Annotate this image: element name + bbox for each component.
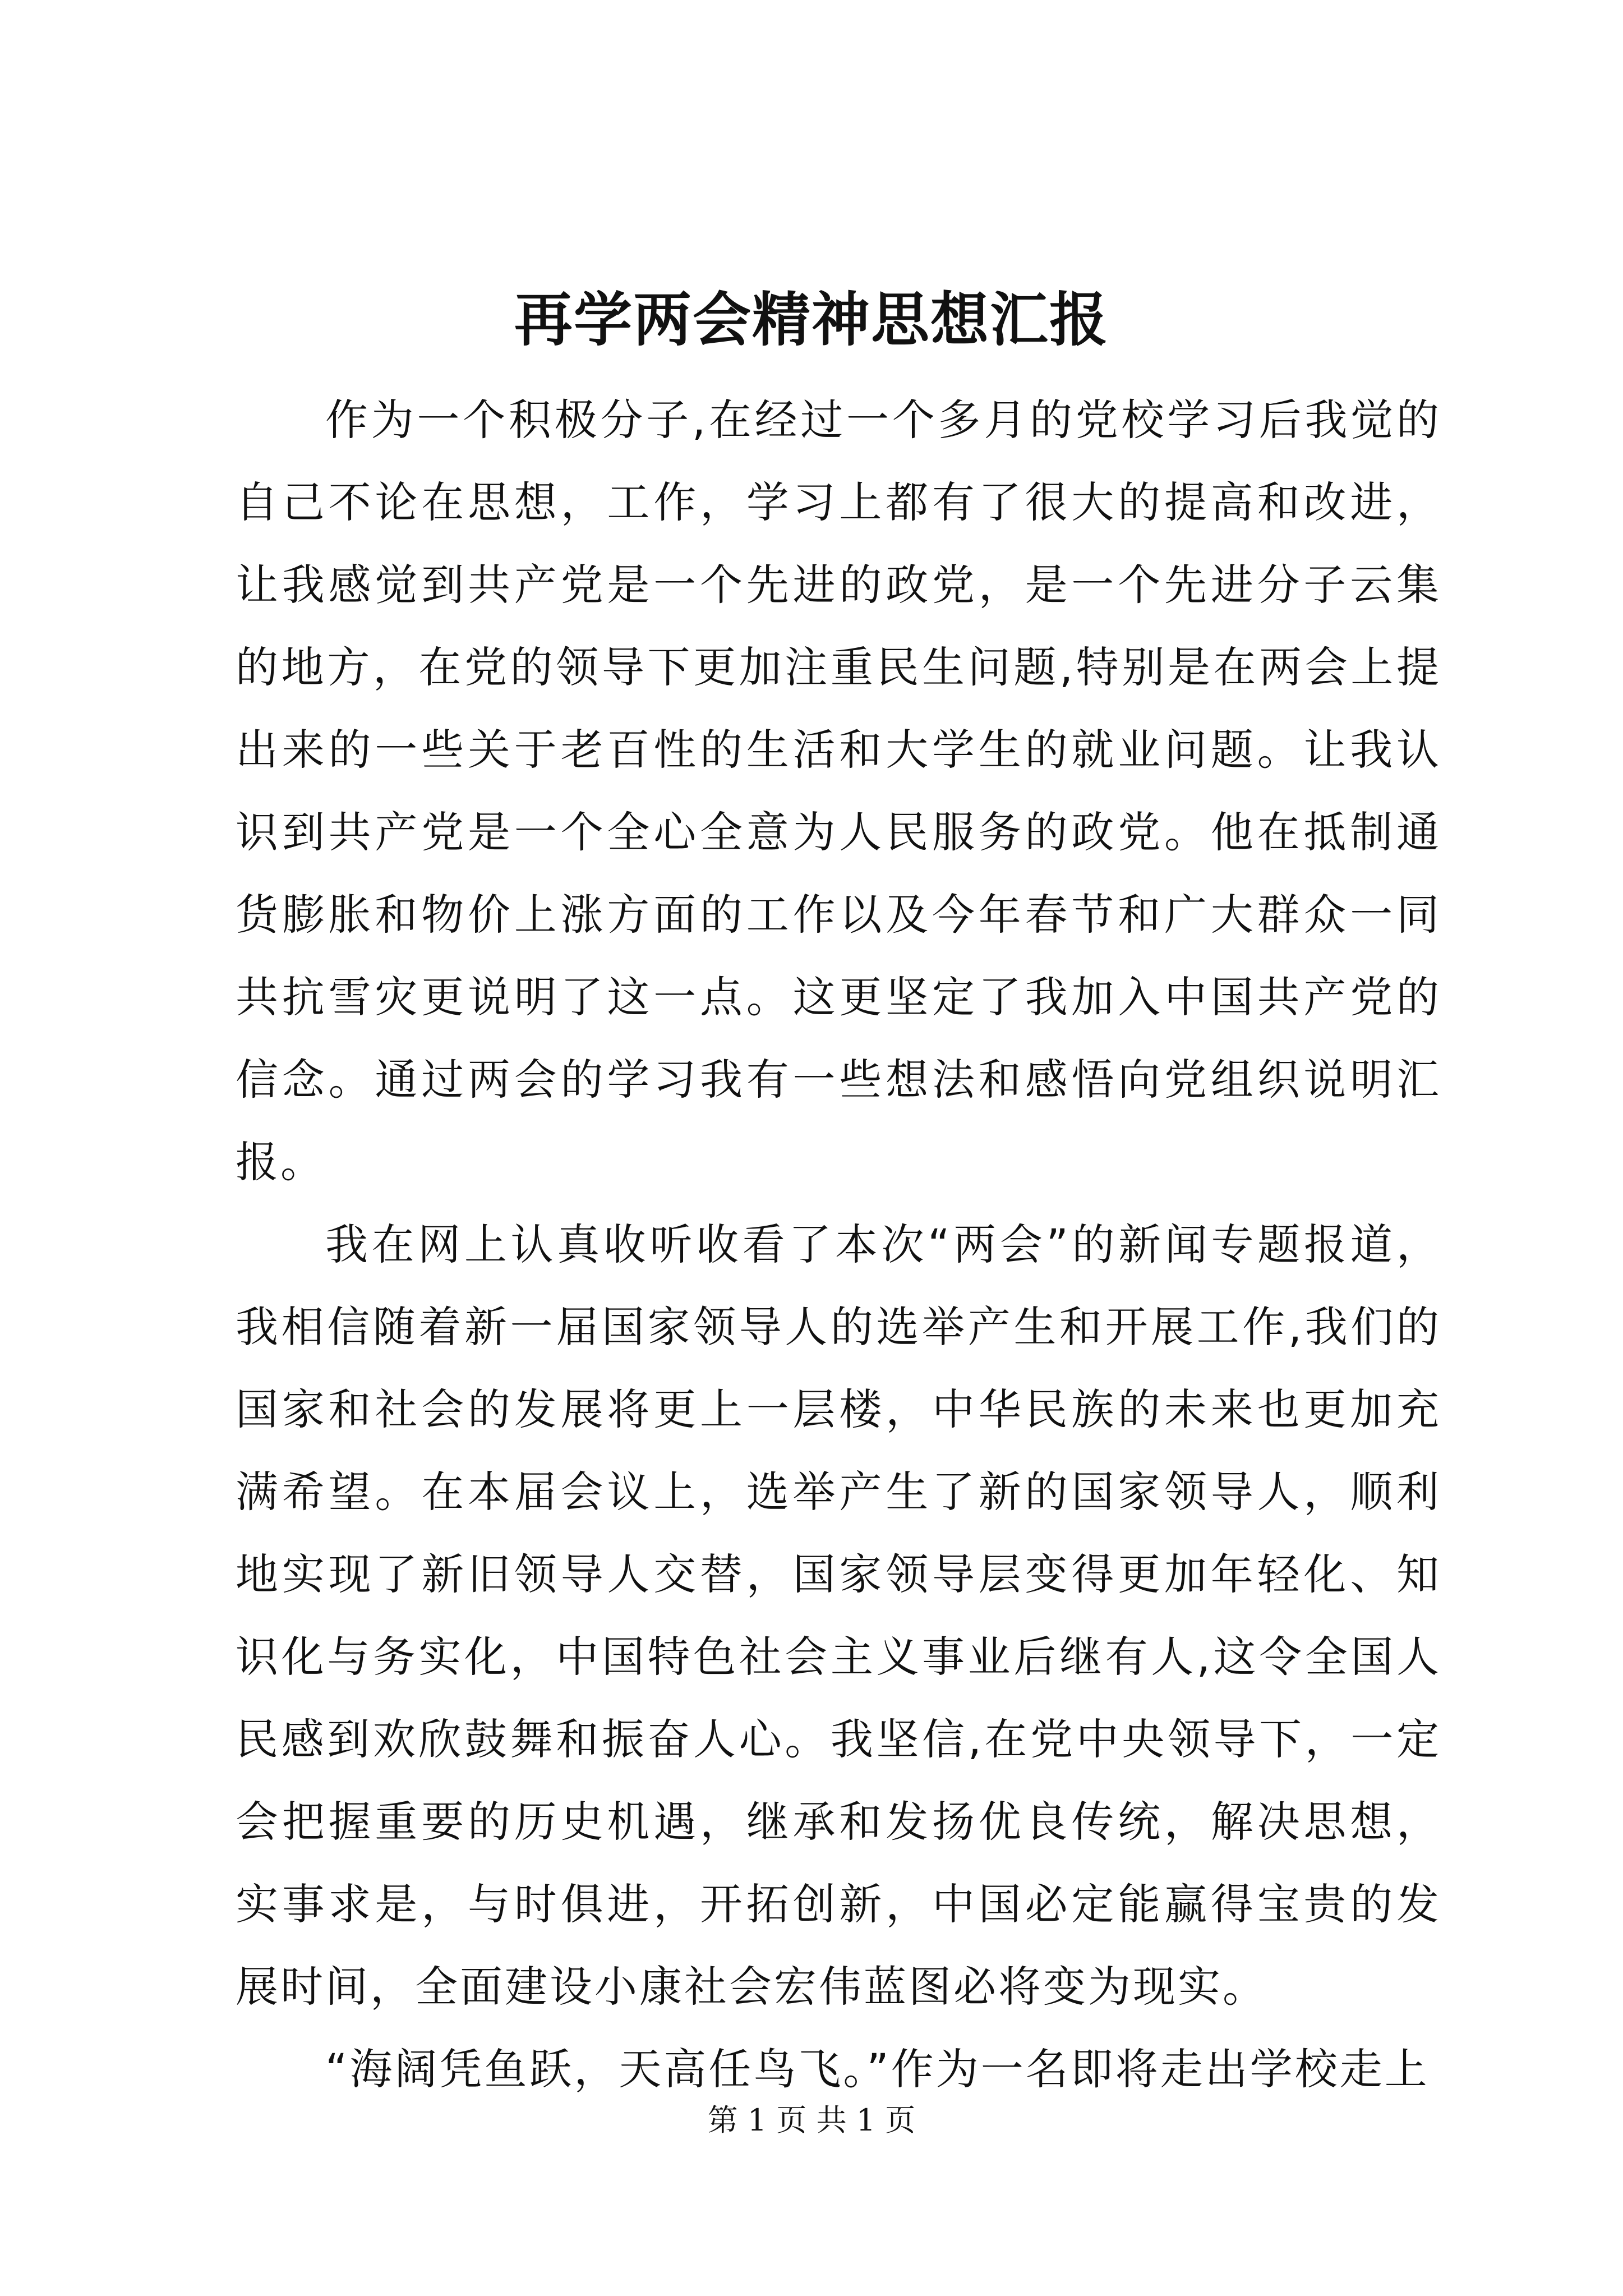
paragraph-2: 我在网上认真收听收看了本次“两会”的新闻专题报道，我相信随着新一届国家领导人的选举产生和开展工作,我们的国家和社会的发展将更上一层楼，中华民族的未来也更加充满希望。在本届会议上，选举产生了新的国家领导人，顺利地实现了新旧领导人交替，国家领导层变得更加年轻化、知识化与务实化，中国特色社会主义事业后继有人,这令全国人民感到欢欣鼓舞和振奋人心。我坚信,在党中央领导下，一定会把握重要的历史机遇，继承和发扬优良传统，解决思想，实事求是，与时俱进，开拓创新，中国必定能赢得宝贵的发展时间，全面建设小康社会宏伟蓝图必将变为现实。 (236, 1220, 1441, 2012)
paragraph-3: “海阔凭鱼跃，天高任鸟飞。”作为一名即将走出学校走上 (325, 2044, 1430, 2094)
document-title: 再学两会精神思想汇报 (514, 285, 1109, 354)
paragraph-1: 作为一个积极分子,在经过一个多月的党校学习后我觉的自己不论在思想，工作，学习上都有了很大的提高和改进，让我感觉到共产党是一个先进的政党，是一个先进分子云集的地方，在党的领导下更加注重民生问题,特别是在两会上提出来的一些关于老百性的生活和大学生的就业问题。让我认识到共产党是一个全心全意为人民服务的政党。他在抵制通货膨胀和物价上涨方面的工作以及今年春节和广大群众一同共抗雪灾更说明了这一点。这更坚定了我加入中国共产党的信念。通过两会的学习我有一些想法和感悟向党组织说明汇报。 (236, 395, 1441, 1187)
document-body (236, 379, 1441, 2110)
page-footer: 第 1 页 共 1 页 (707, 2102, 916, 2138)
